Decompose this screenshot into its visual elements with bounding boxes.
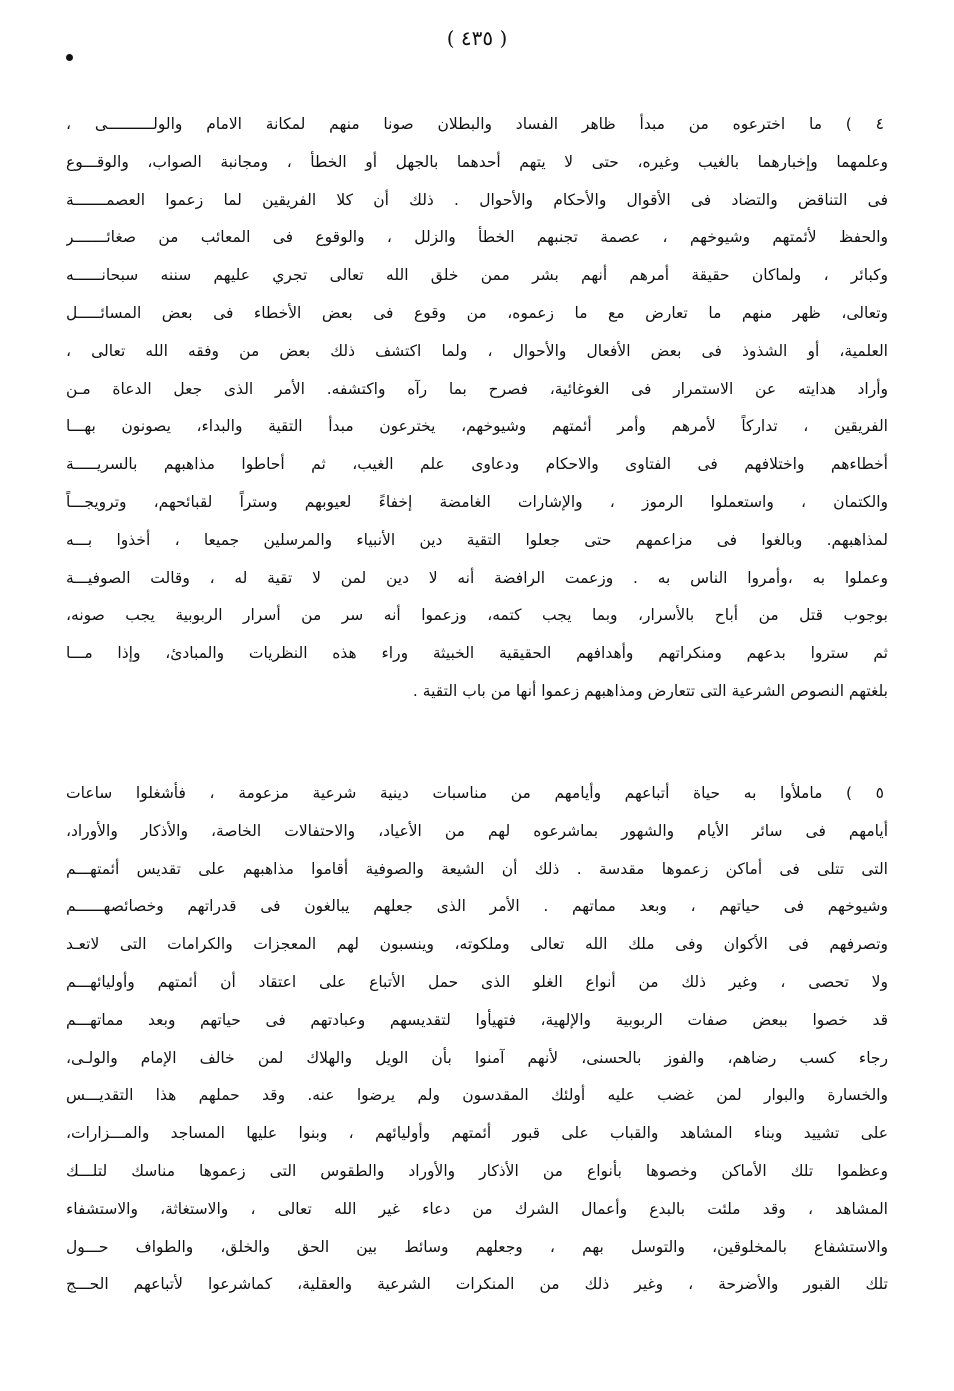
text-line: والكتمان ، واستعملوا الرموز ، والإشارات الغامضة إخفاءً لعيوبهم وستراً لقبائحهم، وترويجـــاً (66, 492, 888, 511)
text-line: وتعالى، ظهر منهم ما تعارض مع ما زعموه، من وقوع فى بعض الأخطاء فى بعض المسائـــــل (66, 303, 888, 322)
paragraph-point-5 (66, 775, 888, 1304)
text-line: وكبائر ، ولماكان حقيقة أمرهم أنهم بشر ممن خلق الله تعالى تجري عليهم سننه سبحانــــــه (66, 266, 888, 285)
text-line: وعلمهما وإخبارهما بالغيب وغيره، حتى لا يتهم أحدهما بالجهل أو الخطأ ، ومجانبة الصواب، والوقـــوع (66, 152, 888, 171)
text-line: رجاء كسب رضاهم، والفوز بالحسنى، لأنهم آمنوا بأن الويل والهلاك لمن خالف الإمام والولـى، (66, 1048, 888, 1067)
text-line: وأراد هدايته عن الاستمرار فى الغوغائية، فصرح بما رآه واكتشفه. الأمر الذى جعل الدعاة مـن (66, 379, 888, 398)
text-line: قد خصوا ببعض صفات الربوبية والإلهية، فتهيأوا لتقديسهم وعبادتهم فى حياتهم وبعد مماتهـــم (66, 1010, 888, 1029)
text-line: ثم ستروا بدعهم ومنكراتهم وأهدافهم الحقيقية الخبيثة وراء هذه النظريات والمبادئ، وإذا مـــا (66, 644, 888, 663)
text-line: أخطاءهم واختلافهم فى الفتاوى والاحكام ودعاوى علم الغيب، ثم أحاطوا مذاهبهم بالسريـــــة (66, 455, 888, 474)
text-line: ٥ ) ماملأوا به حياة أتباعهم وأيامهم من مناسبات دينية شرعية مزعومة ، فأشغلوا ساعات (66, 784, 884, 802)
text-line: والحفظ لأئمتهم وشيوخهم ، عصمة تجنبهم الخطأ والزلل ، والوقوع فى المعائب من صغائـــــــر (66, 228, 888, 247)
text-line: وتصرفهم فى الأكوان وفى ملك الله تعالى وملكوته، وينسبون لهم المعجزات والكرامات التى لاتعـد (66, 935, 888, 954)
text-line: أيامهم فى سائر الأيام والشهور بماشرعوه لهم من الأعياد، والاحتفالات الخاصة، والأذكار والأوراد، (66, 821, 888, 840)
text-line: تلك القبور والأضرحة ، وغير ذلك من المنكرات الشرعية والعقلية، كماشرعوا لأتباعهم الحـــج (66, 1275, 888, 1294)
text-line: فى التناقض والتضاد فى الأقوال والأحكام والأحوال . ذلك أن كلا الفريقين لما زعموا العصمـــــــة (66, 190, 888, 209)
text-line: وشيوخهم فى حياتهم ، وبعد مماتهم . الأمر الذى جعلهم يبالغون فى قدراتهم وخصائصهــــــم (66, 897, 888, 916)
page-number: ( ٤٣٥ ) (446, 26, 508, 50)
text-line: والخسارة والبوار لمن غضب عليه أولئك المقدسون ولم يرضوا عنه. وقد حملهم هذا التقديـــس (66, 1086, 888, 1105)
text-line: العلمية، أو الشذوذ فى بعض الأفعال والأحوال ، ولما اكتشف ذلك بعض من وفقه الله تعالى ، (66, 341, 888, 360)
text-line: بوجوب قتل من أباح بالأسرار، وبما يجب كتمه، وزعموا أنه سر من أسرار الربوبية يجب صونه، (66, 606, 888, 625)
text-line: الفريقين ، تداركاً لأمرهم وأمر أئمتهم وشيوخهم، يخترعون مبدأ التقية والبداء، يصونون بهـــا (66, 417, 888, 436)
text-line: التى تتلى فى أماكن زعموها مقدسة . ذلك أن الشيعة والصوفية أقاموا مذاهبهم على تقديس أئمتهـــم (66, 859, 888, 878)
text-line: ولا تحصى ، وغير ذلك من أنواع الغلو الذى حمل الأتباع على اعتقاد أن أئمتهم وأوليائهـــم (66, 972, 888, 991)
text-line: المشاهد ، وقد ملئت بالبدع وأعمال الشرك من دعاء غير الله تعالى ، والاستغاثة، والاستشفاء (66, 1199, 888, 1218)
text-line: وعظموا تلك الأماكن وخصوها بأنواع من الأذكار والأوراد والطقوس التى زعموها مناسك لتلـــك (66, 1161, 888, 1180)
text-line: ٤ ) ما اخترعوه من مبدأ ظاهر الفساد والبطلان صونا منهم لمكانة الامام والولــــــــــى ، (66, 115, 884, 133)
text-line: لمذاهبهم. وبالغوا فى مزاعمهم حتى جعلوا التقية دين الأنبياء والمرسلين جميعا ، أخذوا بـــه (66, 530, 888, 549)
text-line: بلغتهم النصوص الشرعية التى تتعارض ومذاهبهم زعموا أنها من باب التقية . (412, 681, 888, 700)
text-line: وعملوا به ،وأمروا الناس به . وزعمت الرافضة أنه لا دين لمن لا تقية له ، وقالت الصوفيـــة (66, 568, 888, 587)
paragraph-point-4 (66, 106, 888, 711)
scan-speck-mark (66, 54, 73, 61)
text-line: والاستشفاع بالمخلوقين، والتوسل بهم ، وجعلهم وسائط بين الحق والخلق، والطواف حـــول (66, 1237, 888, 1256)
text-line: على تشييد وبناء المشاهد والقباب على قبور أئمتهم وأوليائهم ، وبنوا عليها المساجد والمـــزارات، (66, 1124, 888, 1143)
